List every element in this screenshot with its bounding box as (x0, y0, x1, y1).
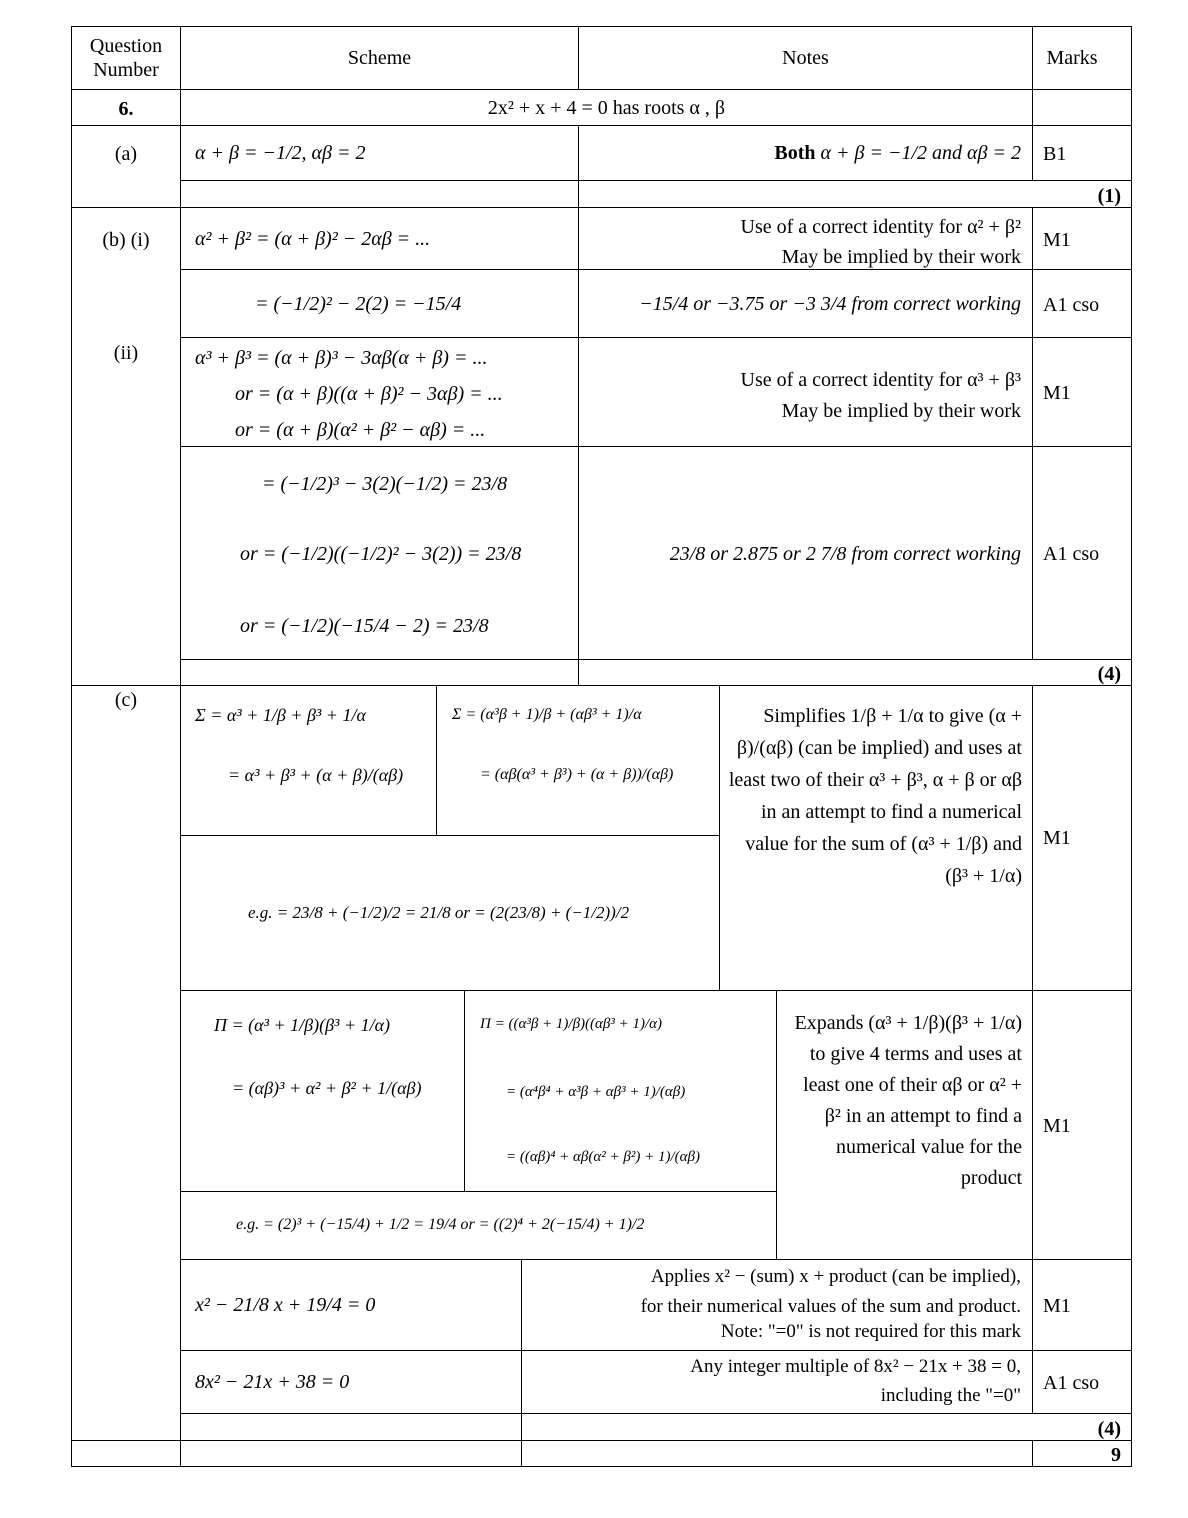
part-c-sum-left-1: Σ = α³ + 1/β + β³ + 1/α (195, 705, 366, 725)
part-b-row2-scheme: = (−1/2)² − 2(2) = −15/4 (255, 293, 462, 315)
question-number: 6. (118, 98, 134, 120)
part-c-final-mark: A1 cso (1043, 1372, 1100, 1394)
part-b-row4-note: 23/8 or 2.875 or 2 7/8 from correct working (669, 543, 1021, 565)
part-c-sum-left-2: = α³ + β³ + (α + β)/(αβ) (228, 765, 404, 785)
grid-line (71, 125, 1132, 126)
part-a-total: (1) (1097, 185, 1121, 207)
part-c-label: (c) (114, 689, 138, 711)
part-c-sum-eg: e.g. = 23/8 + (−1/2)/2 = 21/8 or = (2(23/8) + (−1/2))/2 (248, 903, 630, 922)
grid-line (521, 1259, 522, 1467)
part-b-row2-note: −15/4 or −3.75 or −3 3/4 from correct working (639, 293, 1021, 315)
part-b-row3-scheme-2: or = (α + β)((α + β)² − 3αβ) = ... (235, 383, 503, 405)
part-c-prod-right-3: = ((αβ)⁴ + αβ(α² + β²) + 1)/(αβ) (506, 1149, 700, 1165)
part-c-final-note-1: Any integer multiple of 8x² − 21x + 38 = 0, (690, 1356, 1021, 1377)
grid-line (1032, 207, 1033, 660)
part-b-row1-mark: M1 (1043, 229, 1071, 251)
part-b-row2-mark: A1 cso (1043, 294, 1100, 316)
part-b-row4-scheme-2: or = (−1/2)((−1/2)² − 3(2)) = 23/8 (240, 543, 522, 565)
grid-line (71, 1440, 1132, 1441)
part-a-note (580, 141, 1021, 165)
part-c-sum-right-1: Σ = (α³β + 1)/β + (αβ³ + 1)/α (452, 706, 642, 723)
grid-line (71, 89, 1132, 90)
grid-line (180, 1191, 777, 1192)
grid-line (578, 207, 579, 685)
grid-line (180, 446, 1132, 447)
question-statement: 2x² + x + 4 = 0 has roots α , β (487, 97, 726, 119)
part-c-final-note-2: including the "=0" (880, 1385, 1021, 1406)
part-a-scheme: α + β = −1/2, αβ = 2 (195, 142, 366, 164)
part-c-total: (4) (1097, 1418, 1121, 1440)
part-b-i-label: (b) (i) (102, 229, 150, 251)
part-b-row1-note-2: May be implied by their work (781, 246, 1021, 268)
grid-line (719, 685, 720, 990)
grand-total: 9 (1111, 1444, 1121, 1466)
grid-line (180, 659, 1132, 660)
part-a-note-text: α + β = −1/2 and αβ = 2 (820, 142, 1021, 164)
grid-line (180, 337, 1132, 338)
part-c-final-scheme: 8x² − 21x + 38 = 0 (195, 1371, 350, 1393)
part-c-prod-eg: e.g. = (2)³ + (−15/4) + 1/2 = 19/4 or = ((2)⁴ + 2(−15/4) + 1)/2 (236, 1216, 645, 1233)
part-b-row3-note-1: Use of a correct identity for α³ + β³ (740, 369, 1021, 391)
part-b-row1-note-1: Use of a correct identity for α² + β² (740, 216, 1021, 238)
part-a-mark: B1 (1043, 143, 1067, 165)
part-c-quad-scheme: x² − 21/8 x + 19/4 = 0 (195, 1294, 376, 1316)
part-c-prod-left-2: = (αβ)³ + α² + β² + 1/(αβ) (232, 1078, 422, 1098)
grid-line (180, 1413, 1132, 1414)
grid-line (180, 835, 720, 836)
part-b-row4-scheme-1: = (−1/2)³ − 3(2)(−1/2) = 23/8 (262, 473, 508, 495)
grid-line (180, 26, 181, 1467)
grid-line (1131, 26, 1132, 1467)
header-marks: Marks (1046, 47, 1098, 69)
grid-line (180, 1259, 1132, 1260)
grid-line (180, 269, 1132, 270)
part-c-quad-note-2: for their numerical values of the sum and product. (640, 1296, 1021, 1317)
part-c-sum-right-2: = (αβ(α³ + β³) + (α + β))/(αβ) (480, 766, 674, 783)
part-b-row3-note-2: May be implied by their work (781, 400, 1021, 422)
part-c-prod-note: Expands (α³ + 1/β)(β³ + 1/α) to give 4 terms and uses at least one of their αβ or α² + β² in an attempt to find a numerical value for the product (794, 1012, 1022, 1189)
grid-line (71, 207, 1132, 208)
part-b-row4-scheme-3: or = (−1/2)(−15/4 − 2) = 23/8 (240, 615, 489, 637)
part-c-sum-note: Simplifies 1/β + 1/α to give (α + β)/(αβ) (can be implied) and uses at least two of their α³ + β³, α + β or αβ in an attempt to find a numerical value for the sum of (α³ + 1/β) and (β³ + 1/α) (728, 705, 1022, 887)
part-c-quad-mark: M1 (1043, 1295, 1071, 1317)
part-c-prod-right-1: Π = ((α³β + 1)/β)((αβ³ + 1)/α) (480, 1016, 663, 1032)
part-c-quad-note-3: Note: "=0" is not required for this mark (720, 1321, 1021, 1342)
part-a-note-bold: Both (774, 142, 816, 164)
grid-line (1032, 685, 1033, 1414)
part-b-row4-mark: A1 cso (1043, 543, 1100, 565)
part-b-row1-scheme: α² + β² = (α + β)² − 2αβ = ... (195, 228, 431, 250)
grid-line (71, 685, 1132, 686)
grid-line (71, 1466, 1132, 1467)
grid-line (1032, 89, 1033, 126)
grid-line (71, 26, 1132, 27)
part-c-prod-left-1: Π = (α³ + 1/β)(β³ + 1/α) (214, 1015, 391, 1035)
part-b-row3-scheme-1: α³ + β³ = (α + β)³ − 3αβ(α + β) = ... (195, 347, 488, 369)
header-scheme: Scheme (347, 47, 412, 69)
part-b-row3-scheme-3: or = (α + β)(α² + β² − αβ) = ... (235, 419, 486, 441)
part-c-quad-note-1: Applies x² − (sum) x + product (can be implied), (650, 1266, 1021, 1287)
grid-line (776, 990, 777, 1259)
grid-line (180, 1350, 1132, 1351)
header-question-number: Question Number (89, 35, 163, 81)
part-b-ii-label: (ii) (113, 342, 139, 364)
part-b-row3-mark: M1 (1043, 382, 1071, 404)
part-c-prod-right-2: = (α⁴β⁴ + α³β + αβ³ + 1)/(αβ) (506, 1084, 686, 1100)
part-b-total: (4) (1097, 663, 1121, 685)
part-c-prod-mark: M1 (1043, 1115, 1071, 1137)
header-notes: Notes (782, 47, 829, 69)
grid-line (180, 990, 1132, 991)
grid-line (578, 125, 579, 207)
grid-line (436, 685, 437, 835)
grid-line (464, 990, 465, 1191)
part-c-sum-mark: M1 (1043, 827, 1071, 849)
grid-line (1032, 125, 1033, 181)
part-a-label: (a) (114, 143, 138, 165)
grid-line (180, 180, 1132, 181)
